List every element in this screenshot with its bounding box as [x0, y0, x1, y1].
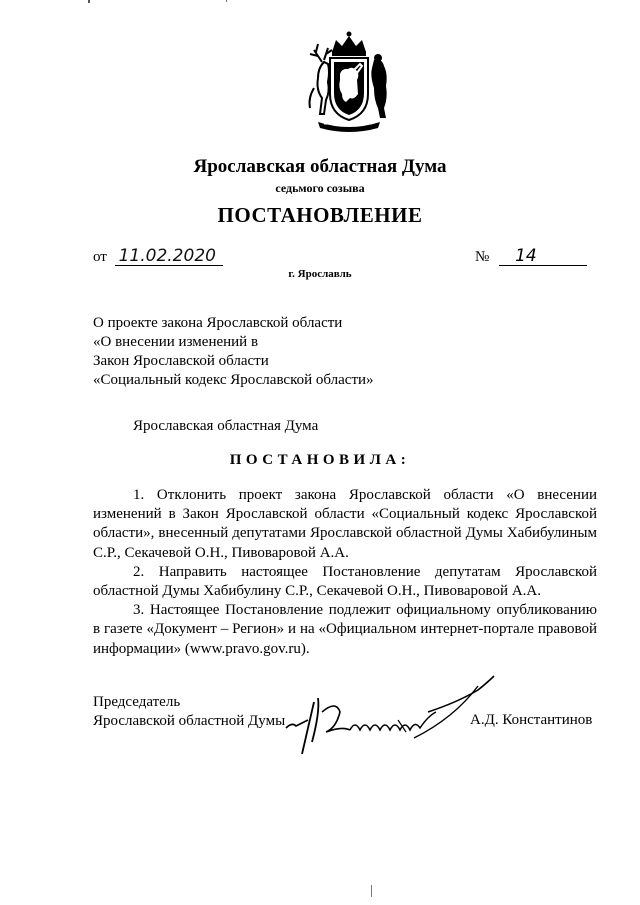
resolution-item: 2. Направить настоящее Постановление депутатам Ярославской областной Думы Хабибулину С.Р., Секачевой О.Н., Пивоваровой А.А.	[93, 563, 597, 600]
city-label: г. Ярославль	[288, 268, 352, 280]
position-line: Председатель	[93, 694, 181, 710]
scan-mark	[88, 0, 90, 3]
preamble: Ярославская областная Дума	[133, 418, 319, 434]
date-value: 11.02.2020	[115, 247, 223, 266]
subject-line: «О внесении изменений в	[93, 334, 259, 350]
resolution-item: 3. Настоящее Постановление подлежит официальному опубликованию в газете «Документ – Регион» и на «Официальном интернет-портале правовой информации» (www.pravo.gov.ru).	[93, 602, 597, 657]
number-prefix: №	[475, 249, 490, 265]
signatory-position	[93, 693, 285, 731]
resolution-item: 1. Отклонить проект закона Ярославской области «О внесении изменений в Закон Ярославской области «Социальный кодекс Ярославской области», внесенный депутатами Ярославской областной Думы Хабибулиным С.Р., Секачевой О.Н., Пивоваровой А.А.	[93, 487, 597, 561]
convocation-label: седьмого созыва	[275, 181, 365, 195]
date-prefix: от	[93, 249, 107, 265]
date-row	[93, 247, 223, 266]
handwritten-signature-icon	[278, 672, 500, 762]
resolution-items	[93, 486, 597, 659]
subject-line: «Социальный кодекс Ярославской области»	[93, 372, 374, 388]
organization-title: Ярославская областная Дума	[193, 156, 447, 177]
number-row	[475, 247, 587, 266]
scan-mark	[226, 0, 227, 2]
subject-line: Закон Ярославской области	[93, 353, 269, 369]
document-type-title: ПОСТАНОВЛЕНИЕ	[217, 203, 423, 227]
position-line: Ярославской областной Думы	[93, 713, 286, 729]
scan-mark	[371, 885, 372, 897]
resolved-heading: ПОСТАНОВИЛА:	[229, 452, 411, 468]
signatory-name: А.Д. Константинов	[470, 712, 593, 728]
coat-of-arms-icon	[294, 28, 404, 138]
number-value: 14	[499, 247, 587, 266]
subject-line: О проекте закона Ярославской области	[93, 315, 343, 331]
subject-block	[93, 314, 374, 390]
